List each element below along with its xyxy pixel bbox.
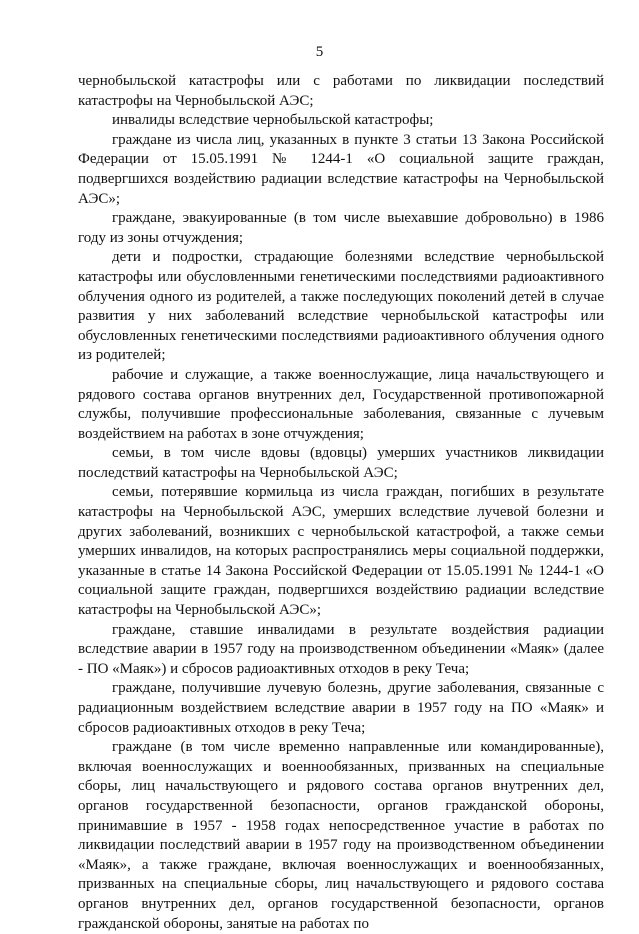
paragraph-5: дети и подростки, страдающие болезнями вследствие чернобыльской катастрофы или обусловленными генетическими последствиями радиоактивного облучения одного из родителей, а также последующих поколений детей в случае развития у них заболеваний вследствие чернобыльской катастрофы или обусловленных генетическими последствиями радиоактивного облучения одного из родителей; [78, 249, 604, 364]
paragraph-10: граждане, получившие лучевую болезнь, другие заболевания, связанные с радиационным воздействием вследствие аварии в 1957 году на ПО «Маяк» и сбросов радиоактивных отходов в реку Теча; [78, 680, 604, 736]
paragraph-4: граждане, эвакуированные (в том числе выехавшие добровольно) в 1986 году из зоны отчуждения; [78, 210, 604, 246]
paragraph-6: рабочие и служащие, а также военнослужащие, лица начальствующего и рядового состава органов внутренних дел, Государственной противопожарной службы, получившие профессиональные заболевания, связанные с лучевым воздействием на работах в зоне отчуждения; [78, 366, 604, 442]
paragraph-1: чернобыльской катастрофы или с работами по ликвидации последствий катастрофы на Чернобыльской АЭС; [78, 73, 604, 109]
paragraph-3: граждане из числа лиц, указанных в пункте 3 статьи 13 Закона Российской Федерации от 15.05.1991 № 1244-1 «О социальной защите граждан, подвергшихся воздействию радиации вследствие катастрофы на Чернобыльской АЭС»; [78, 131, 604, 207]
paragraph-9: граждане, ставшие инвалидами в результате воздействия радиации вследствие аварии в 1957 году на производственном объединении «Маяк» (далее - ПО «Маяк») и сбросов радиоактивных отходов в реку Теча; [78, 621, 604, 677]
document-body [78, 72, 604, 934]
paragraph-8: семьи, потерявшие кормильца из числа граждан, погибших в результате катастрофы на Чернобыльской АЭС, умерших вследствие лучевой болезни и других заболеваний, возникших с чернобыльской катастрофой, а также семьи умерших инвалидов, на которых распространялись меры социальной поддержки, указанные в статье 14 Закона Российской Федерации от 15.05.1991 № 1244-1 «О социальной защите граждан, подвергшихся воздействию радиации вследствие катастрофы на Чернобыльской АЭС»; [78, 484, 604, 619]
page-number: 5 [315, 44, 324, 60]
paragraph-7: семьи, в том числе вдовы (вдовцы) умерших участников ликвидации последствий катастрофы на Чернобыльской АЭС; [78, 445, 604, 481]
paragraph-11: граждане (в том числе временно направленные или командированные), включая военнослужащих и военнообязанных, призванных на специальные сборы, лиц начальствующего и рядового состава органов внутренних дел, органов государственной безопасности, органов гражданской обороны, принимавшие в 1957 - 1958 годах непосредственное участие в работах по ликвидации последствий аварии в 1957 году на производственном объединении «Маяк», а также граждане, включая военнослужащих и военнообязанных, призванных на специальные сборы, лиц начальствующего и рядового состава органов внутренних дел, органов государственной безопасности, органов гражданской обороны, занятые на работах по [78, 739, 604, 932]
paragraph-2: инвалиды вследствие чернобыльской катастрофы; [112, 112, 434, 129]
